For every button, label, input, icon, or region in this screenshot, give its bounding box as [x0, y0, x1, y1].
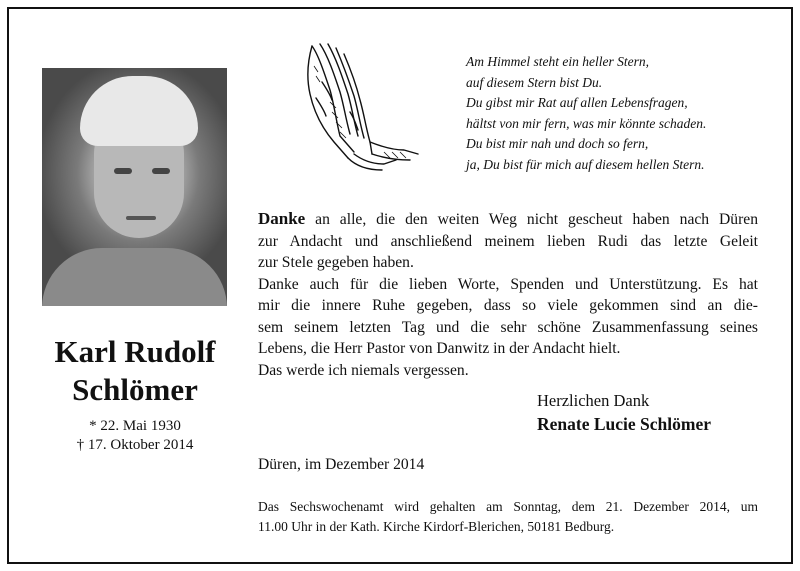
portrait-photo: [42, 68, 227, 306]
deceased-last-name: Schlömer: [72, 372, 198, 407]
thank-you-message: [258, 208, 758, 381]
poem-line: Am Himmel steht ein heller Stern,: [466, 54, 649, 69]
message-line: Danke auch für die lieben Worte, Spenden und Unterstützung. Es hat: [258, 275, 758, 293]
message-line: Lebens, die Herr Pastor von Danwitz in der Andacht hielt.: [258, 340, 621, 357]
message-line: sem seinem letzten Tag und die sehr schöne Zusammenfassung seines: [258, 318, 758, 336]
message-line: zur Stele gegeben haben.: [258, 254, 414, 271]
poem-line: ja, Du bist für mich auf diesem hellen Stern.: [466, 156, 705, 172]
message-line: zur Andacht und anschließend meinem lieben Rudi das letzte Geleit: [258, 232, 758, 250]
notice-line: 11.00 Uhr in der Kath. Kirche Kirdorf-Blerichen, 50181 Bedburg.: [258, 519, 615, 534]
poem-line: Du bist mir nah und doch so fern,: [466, 136, 649, 151]
message-line: an alle, die den weiten Weg nicht gescheut haben nach Düren: [305, 211, 758, 228]
message-lead: Danke: [258, 209, 306, 228]
message-line: mir die innere Ruhe gegeben, dass so viele gekommen sind an die-: [258, 297, 758, 314]
message-line: Das werde ich niemals vergessen.: [258, 361, 469, 379]
signer-name: Renate Lucie Schlömer: [537, 414, 711, 434]
poem-line: Du gibst mir Rat auf allen Lebensfragen,: [466, 95, 688, 110]
closing-thanks: Herzlichen Dank: [537, 391, 650, 410]
service-notice: [258, 497, 758, 537]
praying-hands-icon: [300, 42, 420, 172]
deceased-first-names: Karl Rudolf: [54, 334, 216, 369]
place-and-date: Düren, im Dezember 2014: [258, 456, 425, 473]
memorial-poem: [466, 52, 706, 175]
poem-line: auf diesem Stern bist Du.: [466, 74, 603, 90]
birth-date: * 22. Mai 1930: [89, 418, 181, 434]
death-date: † 17. Oktober 2014: [76, 437, 194, 453]
notice-line: Das Sechswochenamt wird gehalten am Sonntag, dem 21. Dezember 2014, um: [258, 499, 758, 514]
poem-line: hältst von mir fern, was mir könnte schaden.: [466, 115, 707, 131]
